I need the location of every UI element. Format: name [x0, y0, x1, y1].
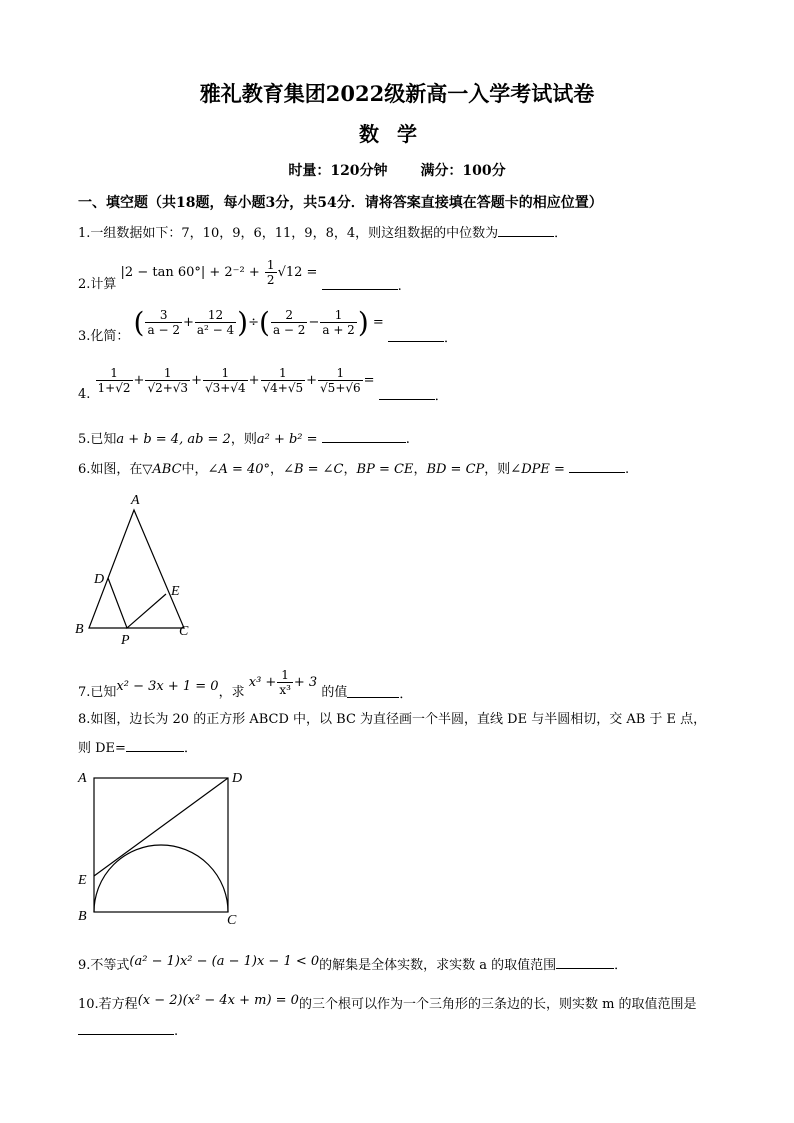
question-9: [78, 954, 627, 973]
punct: ．: [614, 958, 628, 973]
label-C: C: [179, 624, 189, 639]
question-8-line-1: 8.如图，边长为 20 的正方形 ABCD 中，以 BC 为直径画一个半圆，直线 DE 与半圆相切，交 AB 于 E 点，: [78, 712, 707, 727]
frac-num: 1: [266, 258, 275, 272]
q7-x3: x³ +: [248, 675, 277, 690]
frac-num: 2: [285, 308, 294, 322]
question-7: [78, 668, 412, 702]
q3-frac-3: [271, 308, 307, 337]
q3-frac-2: [195, 308, 236, 337]
frac-num: 1: [334, 308, 343, 322]
question-10-prefix: 10.若方程: [78, 997, 138, 1012]
exam-subject: 数学: [359, 122, 435, 146]
figure-6-triangle: [70, 488, 210, 648]
answer-blank-9: [556, 954, 614, 969]
q4-frac-3: [203, 366, 248, 395]
punct: .: [625, 462, 630, 477]
punct: ．: [183, 741, 197, 756]
q7-mid: ，求: [218, 685, 245, 700]
answer-blank-10: [78, 1020, 174, 1035]
exam-score: 满分：100分: [420, 163, 506, 179]
punct: ，: [343, 462, 357, 477]
punct: ，: [413, 462, 427, 477]
punct: .: [405, 432, 410, 447]
punct: ．: [554, 226, 568, 241]
question-1-text: 1.一组数据如下：7，10，9，6，11，9，8，4，则这组数据的中位数为: [78, 226, 499, 241]
q2-tail: √12 =: [277, 265, 318, 280]
question-6: [78, 458, 629, 477]
question-7-expr2: [248, 668, 318, 697]
tangent-de: [94, 778, 228, 876]
question-6-prefix: 6.如图，在: [78, 462, 143, 477]
q9-tail: 的解集是全体实数，求实数 a 的取值范围: [319, 958, 557, 973]
question-10: [78, 993, 697, 1012]
label-P: P: [121, 633, 130, 648]
answer-blank-8: [126, 737, 184, 752]
question-3: [78, 306, 457, 346]
answer-blank-2: [322, 275, 398, 290]
label-B: B: [75, 622, 84, 637]
frac-num: 1: [221, 366, 230, 380]
answer-blank-6: [569, 458, 625, 473]
frac-den: x³: [279, 683, 291, 697]
question-3-expr: ( $\frac{3}{a - 2}$ + $\frac{12}{\text{a² − 4}}$ )÷( $\frac{2}{a - 2}$ − $\frac{1}{a + 2}$ ) =: [133, 306, 388, 339]
frac-num: 1: [110, 366, 118, 380]
question-4-expr: $\frac{1}{1+√2}$ + $\frac{1}{√2+√3}$ + $\frac{1}{√3+√4}$ + $\frac{1}{√4+√5}$ + $\frac{1}{√5+√6}$ =: [97, 366, 375, 395]
question-2: [78, 258, 402, 294]
label-C: C: [227, 913, 237, 928]
frac-num: 1: [336, 366, 345, 380]
question-9-prefix: 9.不等式: [78, 958, 130, 973]
frac-num: 1: [281, 668, 289, 682]
label-E: E: [78, 873, 87, 888]
question-5-expr2: a² + b² =: [256, 432, 318, 447]
triangle-abc: [89, 510, 184, 628]
q6-tri: ▽ABC: [142, 462, 182, 477]
frac-den: √4+√5: [262, 381, 304, 395]
frac-num: 1: [163, 366, 172, 380]
question-4: [78, 366, 448, 404]
q4-frac-1: [96, 366, 133, 395]
question-5-expr: a + b = 4, ab = 2: [116, 432, 231, 447]
q7-tail: 的值: [321, 685, 348, 700]
answer-blank-7: [347, 683, 399, 698]
punct: ．: [399, 687, 413, 702]
question-7-prefix: 7.已知: [78, 685, 117, 700]
question-4-prefix: 4.: [78, 387, 91, 402]
question-5: [78, 428, 410, 447]
q3-frac-1: [145, 308, 181, 337]
punct: ，: [270, 462, 284, 477]
answer-blank-1: [498, 222, 554, 237]
exam-title: 雅礼教育集团2022级新高一入学考试试卷: [199, 81, 595, 106]
answer-blank-5: [322, 428, 406, 443]
label-A: A: [78, 771, 87, 786]
frac-num: 3: [159, 308, 168, 322]
q4-frac-5: [318, 366, 363, 395]
label-A: A: [131, 493, 140, 508]
frac-den: 1+√2: [97, 381, 131, 395]
semicircle: [94, 845, 228, 912]
question-2-expr: [120, 258, 318, 287]
frac-den: √3+√4: [204, 381, 246, 395]
label-E: E: [171, 584, 180, 599]
q7-plus3: + 3: [293, 675, 318, 690]
question-8-line-2: [78, 737, 197, 756]
question-2-prefix: 2.计算: [78, 277, 117, 292]
q8-line2-text: 则 DE=: [78, 741, 126, 756]
q3-frac-4: [320, 308, 356, 337]
question-10-line-2: [78, 1020, 178, 1039]
q5-mid: ，则: [230, 432, 257, 447]
q4-frac-4: [261, 366, 306, 395]
frac-den: a² − 4: [196, 323, 235, 337]
q6-c1: ∠A = 40°: [207, 462, 271, 477]
q6-then: ，则: [484, 462, 511, 477]
frac-den: √5+√6: [320, 381, 361, 395]
q6-c3: BP = CE: [356, 462, 414, 477]
label-B: B: [78, 909, 87, 924]
q2-expr-part: |2 − tan 60°| + 2⁻² +: [120, 265, 264, 280]
exam-meta: [0, 160, 794, 180]
q6-c4: BD = CP: [426, 462, 485, 477]
question-10-expr: (x − 2)(x² − 4x + m) = 0: [137, 993, 299, 1008]
punct: ．: [443, 331, 457, 346]
punct: .: [397, 279, 402, 294]
frac-den: 2: [266, 273, 275, 287]
exam-time: 时量：120分钟: [288, 163, 388, 179]
q10-tail: 的三个根可以作为一个三角形的三条边的长，则实数 m 的取值范围是: [298, 997, 697, 1012]
q7-frac: [277, 668, 293, 697]
q2-half: [265, 258, 277, 287]
question-7-expr: x² − 3x + 1 = 0: [116, 679, 219, 694]
q6-ask: ∠DPE =: [510, 462, 565, 477]
question-3-prefix: 3.化简：: [78, 329, 130, 344]
section-heading: 一、填空题（共18题，每小题3分，共54分．请将答案直接填在答题卡的相应位置）: [78, 195, 603, 211]
question-5-prefix: 5.已知: [78, 432, 117, 447]
frac-num: 12: [207, 308, 224, 322]
label-D: D: [94, 572, 105, 587]
label-D: D: [232, 771, 243, 786]
q4-frac-2: [145, 366, 190, 395]
question-9-expr: (a² − 1)x² − (a − 1)x − 1 < 0: [129, 954, 320, 969]
figure-8-square: [70, 764, 260, 929]
frac-den: a + 2: [322, 323, 355, 337]
answer-blank-3: [388, 327, 444, 342]
punct: .: [174, 1024, 179, 1039]
answer-blank-4: [379, 385, 435, 400]
q6-c2: ∠B = ∠C: [283, 462, 344, 477]
q6-text: 中，: [181, 462, 208, 477]
segments-dpe: [108, 578, 166, 628]
frac-den: √2+√3: [147, 381, 189, 395]
punct: ．: [434, 389, 448, 404]
frac-den: a − 2: [147, 323, 180, 337]
frac-num: 1: [278, 366, 287, 380]
question-1: [78, 222, 567, 241]
frac-den: a − 2: [272, 323, 306, 337]
